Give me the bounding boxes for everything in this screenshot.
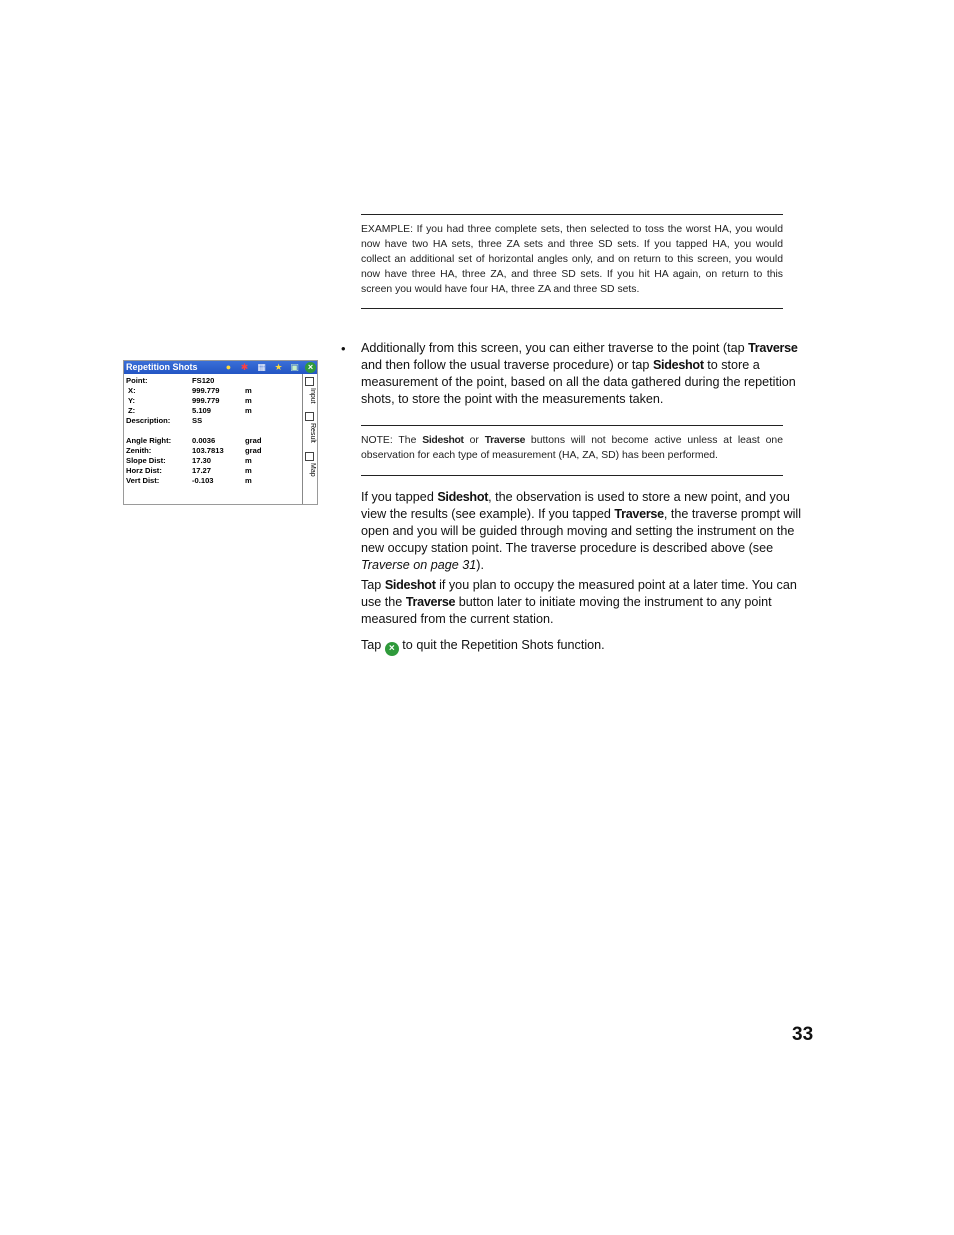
row-point: Point: FS120 xyxy=(126,376,215,385)
close-icon: × xyxy=(385,642,399,656)
map-tab-icon xyxy=(305,452,314,461)
result-tab-icon xyxy=(305,412,314,421)
row-z: Z: 5.109 m xyxy=(128,406,252,415)
row-vert-dist: Vert Dist: -0.103 m xyxy=(126,476,252,485)
note-bottom-rule xyxy=(361,475,783,476)
row-x: X: 999.779 m xyxy=(128,386,252,395)
row-slope-dist: Slope Dist: 17.30 m xyxy=(126,456,252,465)
save-icon[interactable]: ▣ xyxy=(290,362,299,372)
star-icon[interactable]: ★ xyxy=(274,362,283,372)
bullet-dot: • xyxy=(341,341,346,356)
note-text: NOTE: The Sideshot or Traverse buttons will not become active unless at least one observation for each type of measurement (HA, ZA, SD) has been performed. xyxy=(361,435,783,461)
device-titlebar xyxy=(124,361,317,374)
row-description: Description: SS xyxy=(126,416,203,425)
device-title: Repetition Shots xyxy=(126,362,198,372)
input-tab-icon xyxy=(305,377,314,386)
row-spacer xyxy=(126,426,301,436)
laser-icon[interactable]: ✱ xyxy=(240,362,249,372)
row-horz-dist: Horz Dist: 17.27 m xyxy=(126,466,252,475)
bullet-paragraph: Additionally from this screen, you can either traverse to the point (tap Traverse and then follow the usual traverse procedure) or tap Sideshot to store a measurement of the point, based on all the data gathered during the repetition shots, to store the point with the measurements taken. xyxy=(361,341,798,406)
tab-map[interactable]: Map xyxy=(309,463,316,477)
sideshot-later-paragraph: Tap Sideshot if you plan to occupy the measured point at a later time. You can use the Traverse button later to initiate moving the instrument to any point measured from the current station. xyxy=(361,578,797,626)
tab-input[interactable]: Input xyxy=(309,388,316,404)
row-angle-right: Angle Right: 0.0036 grad xyxy=(126,436,262,445)
row-y: Y: 999.779 m xyxy=(128,396,252,405)
close-icon[interactable]: × xyxy=(305,362,316,373)
quit-paragraph: Tap × to quit the Repetition Shots function. xyxy=(361,638,605,654)
row-zenith: Zenith: 103.7813 grad xyxy=(126,446,262,455)
repetition-shots-screenshot xyxy=(123,360,318,505)
sideshot-traverse-paragraph: If you tapped Sideshot, the observation is used to store a new point, and you view the results (see example). If you tapped Traverse, the traverse prompt will open and you will be guided through moving and setting the instrument on the new occupy station point. The traverse procedure is described above (see Traverse on page 31). xyxy=(361,490,802,572)
example-note: EXAMPLE: If you had three complete sets, then selected to toss the worst HA, you would now have two HA sets, three ZA sets and three SD sets. If you tapped HA, you would collect an additional set of horizontal angles only, and on return to this screen, you would now have three HA, three ZA, and three SD sets. If you hit HA again, on return to this screen you would have four HA, three ZA and three SD sets. xyxy=(361,224,783,295)
example-bottom-rule xyxy=(361,308,783,309)
grid-icon[interactable]: ▦ xyxy=(257,362,266,372)
help-icon[interactable]: ● xyxy=(225,362,232,372)
device-side-tabs xyxy=(302,374,317,504)
note-top-rule xyxy=(361,425,783,426)
page-number: 33 xyxy=(792,1024,814,1045)
example-top-rule xyxy=(361,214,783,215)
tab-result[interactable]: Result xyxy=(309,423,316,443)
device-values xyxy=(126,376,301,486)
